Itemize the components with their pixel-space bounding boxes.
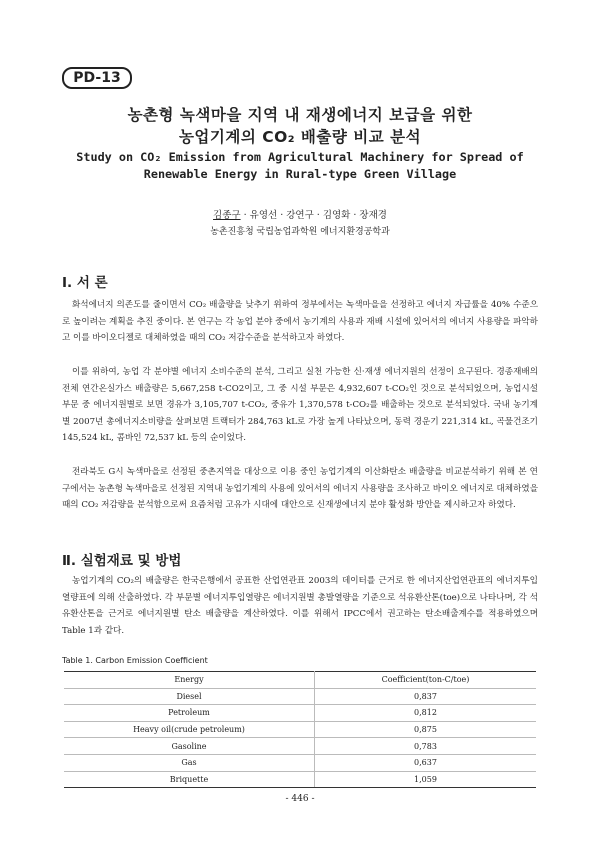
table-row [64,738,536,755]
table-row [64,721,536,738]
table-row [64,705,536,722]
energy-cell: Gasoline [64,738,315,755]
coefficient-cell: 0,637 [315,754,537,771]
energy-cell: Gas [64,754,315,771]
column-header-coefficient: Coefficient(ton-C/toe) [315,672,537,689]
coefficient-cell: 1,059 [315,771,537,788]
coefficient-cell: 0,783 [315,738,537,755]
carbon-emission-table [64,671,536,788]
coefficient-cell: 0,812 [315,705,537,722]
intro-paragraph-1: 화석에너지 의존도를 줄이면서 CO₂ 배출량을 낮추기 위하여 정부에서는 녹색마을을 선정하고 에너지 자급률을 40% 수준으로 높이려는 계획을 추진 중이다. 본 연구는 각 농업 분야 중에서 농기계의 사용과 재배 시설에 있어서의 에너지 사용량을 파악하고 이를 바이오디젤로 대체하였을 때의 CO₂ 저감수준을 분석하고자 하였다. [62,300,538,344]
intro-paragraph-2: 이를 위하여, 농업 각 분야별 에너지 소비수준의 분석, 그리고 실천 가능한 신·재생 에너지원의 선정이 요구된다. 경종재배의 전체 연간온실가스 배출량은 5,667,258 t-CO2이고, 그 중 시설 부문은 4,932,607 t-CO₂인 것으로 분석되었으며, 농업시설 부문 중 에너지원별로 보면 경유가 3,105,707 t-CO₂, 중유가 1,370,578 t-CO₂를 배출하는 것으로 분석되었다. 국내 농기계별 2007년 총에너지소비량을 살펴보면 트랙터가 284,763 kL로 가장 높게 나타났으며, 동력 경운기 221,314 kL, 곡물건조기 145,524 kL, 콤바인 72,537 kL 등의 순이었다. [62,367,538,444]
lead-author: 김종구 [213,210,241,221]
table-row [64,771,536,788]
title-english-line-2: Renewable Energy in Rural-type Green Village [143,167,457,181]
table-header-row [64,672,536,689]
table-row [64,688,536,705]
poster-id-tag: PD-13 [62,67,132,89]
co-authors: · 유영선 · 강연구 · 김영화 · 장재경 [240,210,387,221]
affiliation: 농촌진흥청 국립농업과학원 에너지환경공학과 [210,227,390,237]
page-number: - 446 - [285,794,315,804]
coefficient-cell: 0,837 [315,688,537,705]
section-heading-methods: Ⅱ. 실험재료 및 방법 [62,553,182,569]
energy-cell: Briquette [64,771,315,788]
title-english-line-1: Study on CO₂ Emission from Agricultural Machinery for Spread of [76,150,524,164]
section-heading-introduction: Ⅰ. 서 론 [62,275,108,291]
coefficient-cell: 0,875 [315,721,537,738]
table-row [64,754,536,771]
table-caption: Table 1. Carbon Emission Coefficient [62,656,208,665]
energy-cell: Diesel [64,688,315,705]
intro-paragraph-3: 전라북도 G시 녹색마을로 선정된 중촌지역을 대상으로 이용 중인 농업기계의 이산화탄소 배출량을 비교분석하기 위해 본 연구에서는 농촌형 녹색마을로 선정된 지역내 농업기계의 사용에 있어서의 에너지 사용량을 조사하고 바이오 에너지로 대체하였을 때의 CO₂ 저감량을 분석함으로써 요즘처럼 고유가 시대에 대안으로 신재생에너지 분야 활성화 방안을 제시하고자 하였다. [62,467,538,511]
column-header-energy: Energy [64,672,315,689]
author-list [0,207,600,221]
title-korean-line-1: 농촌형 녹색마을 지역 내 재생에너지 보급을 위한 [127,106,473,124]
methods-paragraph-1: 농업기계의 CO₂의 배출량은 한국은행에서 공표한 산업연관표 2003의 데이터를 근거로 한 에너지산업연관표의 에너지투입열량표에 의해 산출하였다. 각 부문별 에너지투입열량은 에너지원별 총발열량을 기준으로 석유환산톤(toe)으로 나타나며, 각 석유환산톤을 근거로 에너지원별 탄소 배출량을 계산하였다. 이를 위해서 IPCC에서 권고하는 탄소배출계수를 적용하였으며 Table 1과 같다. [62,576,538,636]
title-korean-line-2: 농업기계의 CO₂ 배출량 비교 분석 [178,128,422,146]
energy-cell: Heavy oil(crude petroleum) [64,721,315,738]
energy-cell: Petroleum [64,705,315,722]
